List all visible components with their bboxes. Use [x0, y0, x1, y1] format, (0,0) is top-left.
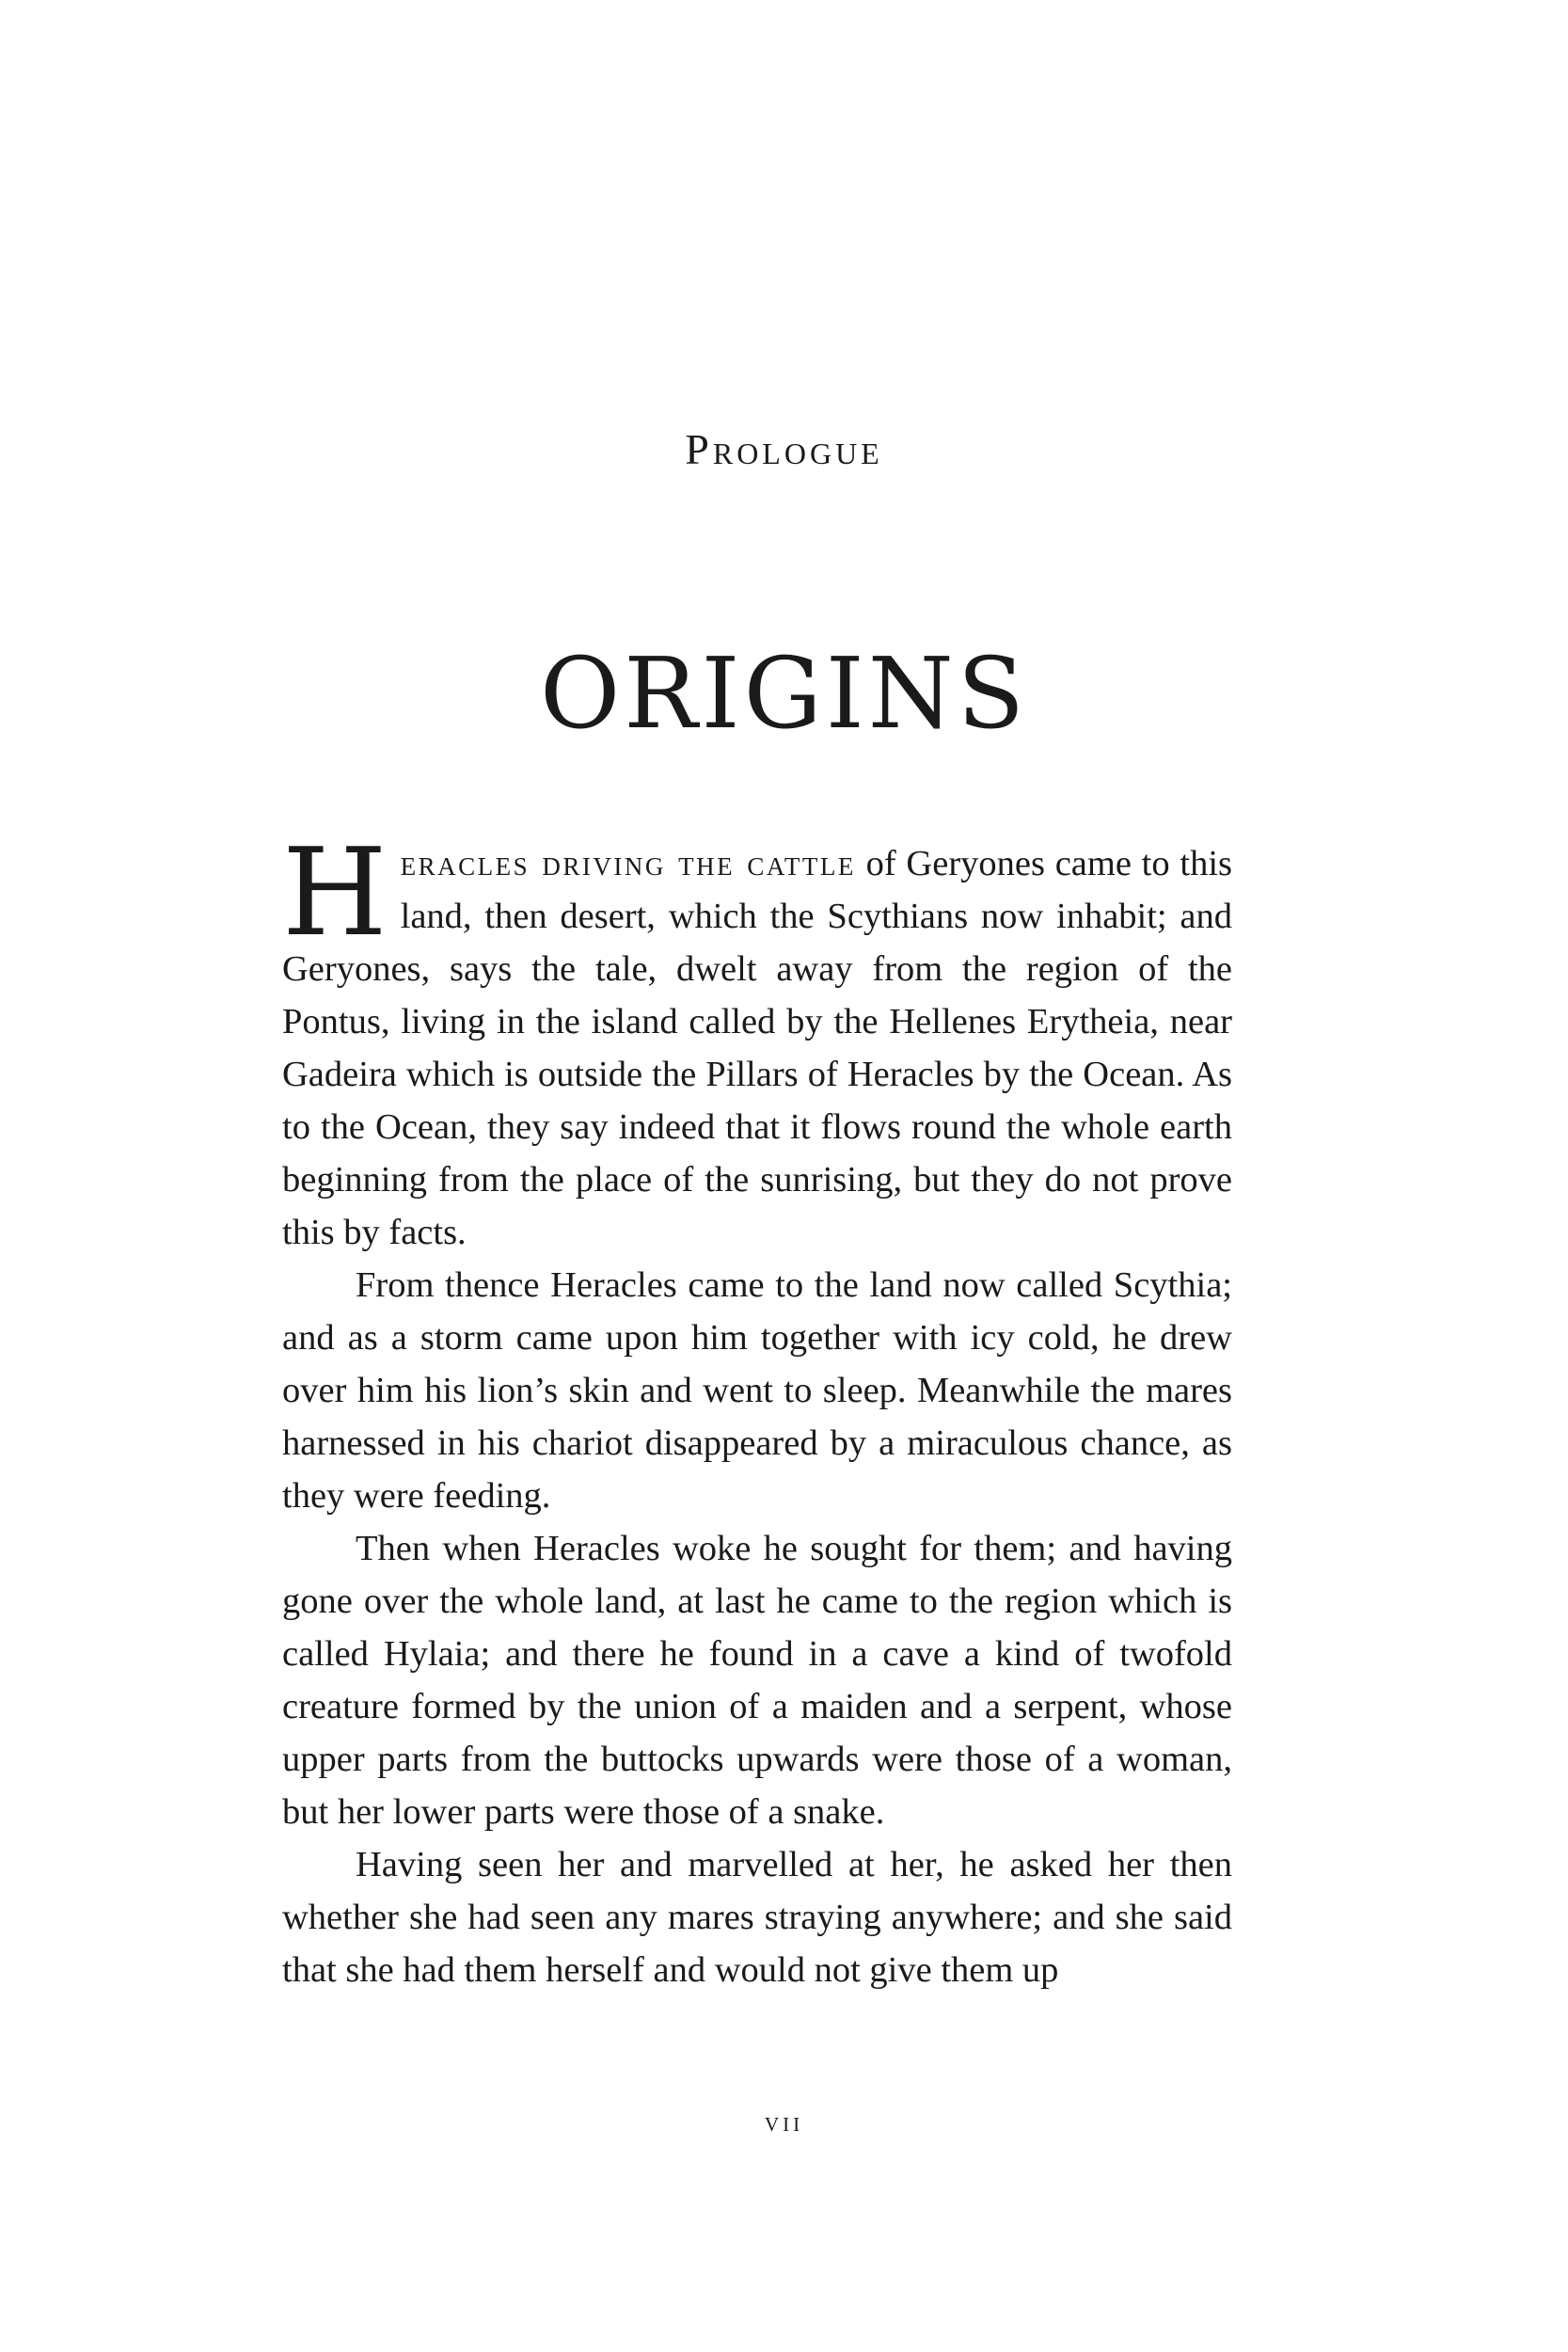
- paragraph-2: From thence Heracles came to the land now called Scythia; and as a storm came upon him together with icy cold, he drew over him his lion’s skin and went to sleep. Meanwhile the mares harnessed in his chariot disappeared by a miraculous chance, as they were feeding.: [282, 1265, 1232, 1516]
- paragraph-4: Having seen her and marvelled at her, he asked her then whether she had seen any mares straying anywhere; and she said that she had them herself and would not give them up: [282, 1845, 1232, 1990]
- chapter-kicker: Prologue: [685, 425, 883, 473]
- lead-in: eracles driving the cattle: [400, 844, 856, 883]
- paragraph-1: [282, 823, 1233, 1259]
- body-text: [282, 823, 1233, 1996]
- page-number: vii: [764, 2106, 804, 2137]
- paragraph-1-text: of Geryones came to this land, then desert, which the Scythians now inhabit; and Geryones, says the tale, dwelt away from the region of the Pontus, living in the island called by the Hellenes Erytheia, near Gadeira which is outside the Pillars of Heracles by the Ocean. As to the Ocean, they say indeed that it flows round the whole earth beginning from the place of the sunrising, but they do not prove this by facts.: [282, 844, 1233, 1252]
- chapter-title: ORIGINS: [539, 636, 1029, 751]
- drop-cap: H: [282, 823, 388, 963]
- paragraph-3: Then when Heracles woke he sought for them; and having gone over the whole land, at last he came to the region which is called Hylaia; and there he found in a cave a kind of twofold creature formed by the union of a maiden and a serpent, whose upper parts from the buttocks upwards were those of a woman, but her lower parts were those of a snake.: [282, 1529, 1232, 1832]
